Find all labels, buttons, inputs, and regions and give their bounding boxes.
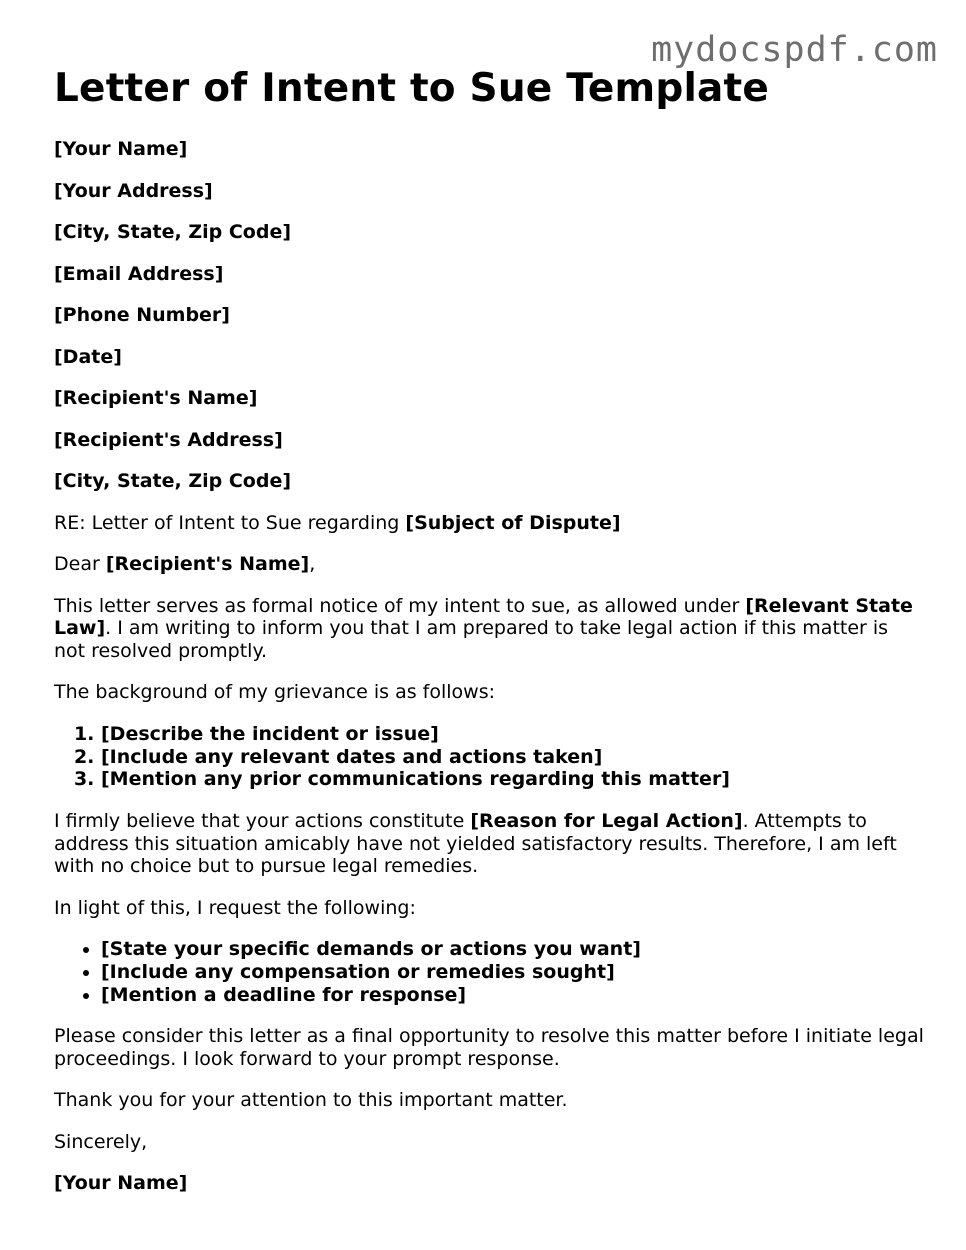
reason-text-b: . Attempts to address this situation amicably have not yielded satisfactory results. Therefore, I am left with no choice but to pursue legal remedies. bbox=[54, 809, 897, 878]
closing: Sincerely, bbox=[54, 1130, 148, 1153]
sender-city: [City, State, Zip Code] bbox=[54, 221, 292, 243]
salutation-name: [Recipient's Name] bbox=[105, 553, 310, 575]
watermark: mydocspdf.com bbox=[651, 30, 938, 70]
notice-law: [Relevant State Law] bbox=[54, 594, 913, 640]
letter-date: [Date] bbox=[54, 345, 122, 368]
request-intro: In light of this, I request the following: bbox=[54, 896, 416, 919]
list-item: 2. [Include any relevant dates and actions taken] bbox=[101, 746, 924, 769]
list-item: • [State your specific demands or actions you want] bbox=[101, 938, 924, 961]
sender-address: [Your Address] bbox=[54, 179, 213, 202]
re-subject: [Subject of Dispute] bbox=[405, 511, 621, 534]
notice-text-b: . I am writing to inform you that I am prepared to take legal action if this matter is not resolved promptly. bbox=[54, 617, 889, 662]
background-list bbox=[54, 723, 924, 791]
sender-phone: [Phone Number] bbox=[54, 304, 230, 326]
sender-email: [Email Address] bbox=[54, 262, 224, 285]
re-line bbox=[54, 512, 924, 535]
reason-text-a: I firmly believe that your actions constitute bbox=[54, 809, 471, 832]
list-item: 3. [Mention any prior communications regarding this matter] bbox=[101, 768, 924, 791]
letter-body bbox=[54, 138, 924, 1214]
paragraph-final: Please consider this letter as a final opportunity to resolve this matter before I initiate legal proceedings. I look forward to your prompt response. bbox=[54, 1025, 924, 1070]
salutation-suffix: , bbox=[309, 553, 316, 575]
recipient-city: [City, State, Zip Code] bbox=[54, 470, 292, 492]
list-item: • [Mention a deadline for response] bbox=[101, 984, 924, 1007]
list-item: • [Include any compensation or remedies sought] bbox=[101, 961, 924, 984]
request-list bbox=[54, 938, 924, 1006]
recipient-name: [Recipient's Name] bbox=[54, 387, 258, 409]
reason-placeholder: [Reason for Legal Action] bbox=[470, 809, 743, 832]
salutation-prefix: Dear bbox=[54, 553, 106, 575]
paragraph-reason bbox=[54, 810, 924, 878]
salutation bbox=[54, 553, 924, 576]
signature: [Your Name] bbox=[54, 1172, 188, 1195]
re-prefix: RE: Letter of Intent to Sue regarding bbox=[54, 511, 406, 534]
list-item: 1. [Describe the incident or issue] bbox=[101, 723, 924, 746]
thanks-line: Thank you for your attention to this important matter. bbox=[54, 1089, 568, 1112]
sender-name: [Your Name] bbox=[54, 138, 188, 160]
paragraph-notice bbox=[54, 595, 924, 663]
page-title: Letter of Intent to Sue Template bbox=[54, 66, 770, 111]
background-intro: The background of my grievance is as follows: bbox=[54, 681, 496, 704]
recipient-address: [Recipient's Address] bbox=[54, 428, 283, 451]
notice-text-a: This letter serves as formal notice of my intent to sue, as allowed under bbox=[54, 594, 746, 617]
